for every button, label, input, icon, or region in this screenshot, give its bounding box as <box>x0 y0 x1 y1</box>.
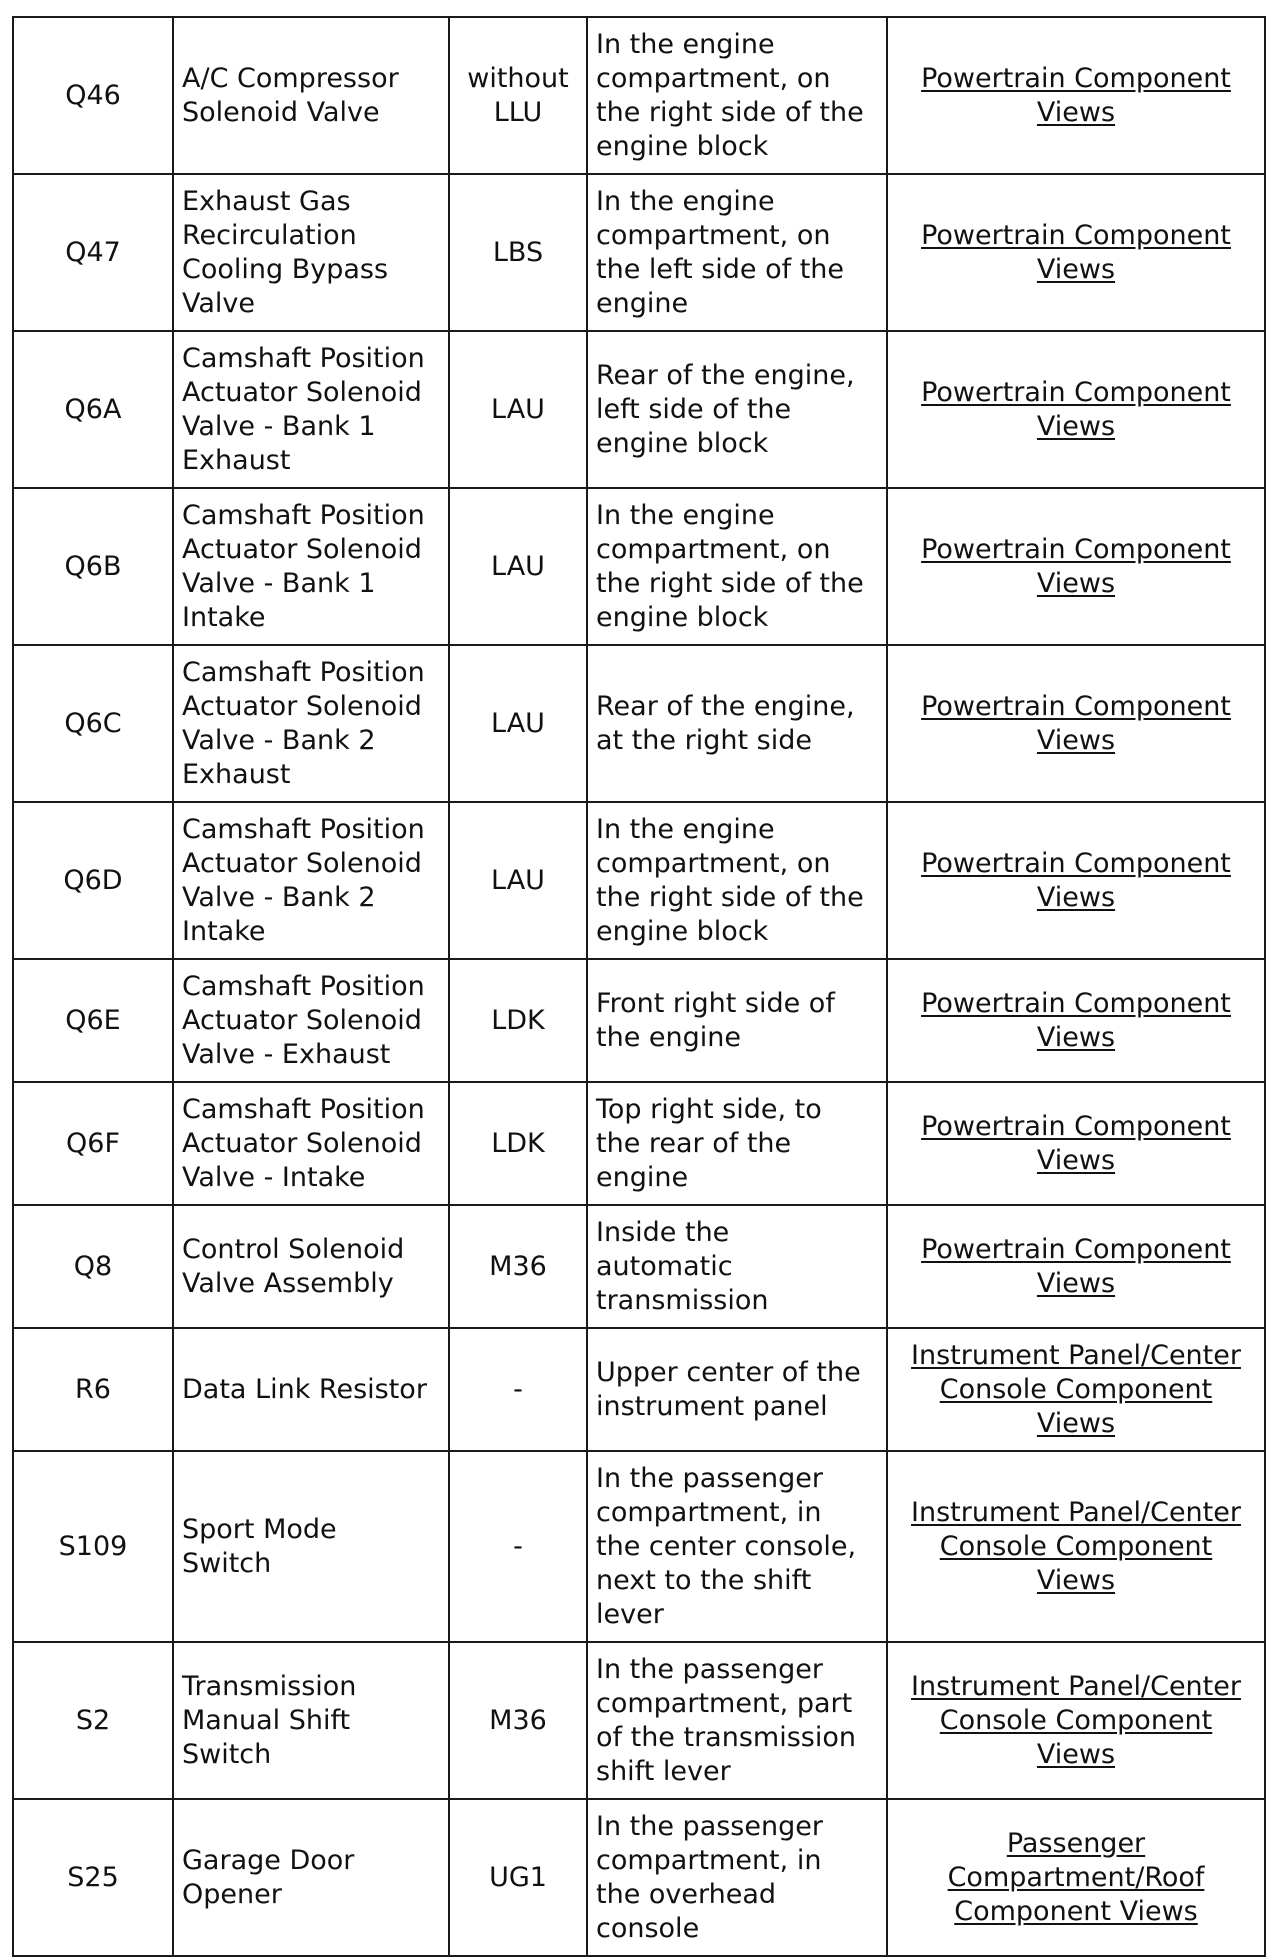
component-option: UG1 <box>449 1799 587 1956</box>
component-location: Inside the automatic transmission <box>587 1205 887 1328</box>
table-row <box>13 802 1265 959</box>
table-row <box>13 1082 1265 1205</box>
component-name: Data Link Resistor <box>173 1328 449 1451</box>
component-number: Q6D <box>13 802 173 959</box>
component-name: Camshaft Position Actuator Solenoid Valve - Intake <box>173 1082 449 1205</box>
component-name: Camshaft Position Actuator Solenoid Valve - Bank 1 Exhaust <box>173 331 449 488</box>
component-number: Q6A <box>13 331 173 488</box>
component-views-link[interactable]: Instrument Panel/Center Console Component Views <box>911 1339 1241 1439</box>
component-views-link[interactable]: Powertrain Component Views <box>921 376 1231 442</box>
component-views-link[interactable]: Passenger Compartment/Roof Component Views <box>947 1827 1205 1927</box>
component-number: Q46 <box>13 17 173 174</box>
table-row <box>13 1205 1265 1328</box>
component-name: Camshaft Position Actuator Solenoid Valve - Exhaust <box>173 959 449 1082</box>
table-row <box>13 331 1265 488</box>
table-row <box>13 1328 1265 1451</box>
component-views-cell <box>887 174 1265 331</box>
component-views-cell <box>887 17 1265 174</box>
component-number: Q8 <box>13 1205 173 1328</box>
component-locator-table <box>12 16 1266 1957</box>
component-views-cell <box>887 1205 1265 1328</box>
component-views-link[interactable]: Instrument Panel/Center Console Component Views <box>911 1670 1241 1770</box>
component-views-cell <box>887 488 1265 645</box>
component-views-link[interactable]: Instrument Panel/Center Console Component Views <box>911 1496 1241 1596</box>
component-name: Control Solenoid Valve Assembly <box>173 1205 449 1328</box>
component-location: Top right side, to the rear of the engine <box>587 1082 887 1205</box>
component-views-cell <box>887 1799 1265 1956</box>
table-row <box>13 1451 1265 1642</box>
component-number: Q47 <box>13 174 173 331</box>
component-views-link[interactable]: Powertrain Component Views <box>921 1110 1231 1176</box>
component-location: In the passenger compartment, in the center console, next to the shift lever <box>587 1451 887 1642</box>
component-location: Rear of the engine, left side of the engine block <box>587 331 887 488</box>
component-views-link[interactable]: Powertrain Component Views <box>921 62 1231 128</box>
component-location: Rear of the engine, at the right side <box>587 645 887 802</box>
component-location: Upper center of the instrument panel <box>587 1328 887 1451</box>
component-views-link[interactable]: Powertrain Component Views <box>921 847 1231 913</box>
component-option: M36 <box>449 1642 587 1799</box>
table-row <box>13 645 1265 802</box>
component-number: Q6F <box>13 1082 173 1205</box>
component-name: Garage Door Opener <box>173 1799 449 1956</box>
component-location: In the engine compartment, on the right side of the engine block <box>587 17 887 174</box>
component-location: Front right side of the engine <box>587 959 887 1082</box>
component-views-cell <box>887 645 1265 802</box>
component-option: LAU <box>449 802 587 959</box>
table-row <box>13 959 1265 1082</box>
component-views-cell <box>887 1451 1265 1642</box>
component-option: M36 <box>449 1205 587 1328</box>
component-option: - <box>449 1328 587 1451</box>
component-option: LDK <box>449 1082 587 1205</box>
component-locator-table-container <box>12 16 1266 1957</box>
component-name: Transmission Manual Shift Switch <box>173 1642 449 1799</box>
component-location: In the engine compartment, on the left side of the engine <box>587 174 887 331</box>
table-row <box>13 17 1265 174</box>
component-number: S25 <box>13 1799 173 1956</box>
component-option: LAU <box>449 331 587 488</box>
table-row <box>13 1799 1265 1956</box>
component-location: In the engine compartment, on the right side of the engine block <box>587 802 887 959</box>
component-number: Q6E <box>13 959 173 1082</box>
component-views-link[interactable]: Powertrain Component Views <box>921 1233 1231 1299</box>
component-views-link[interactable]: Powertrain Component Views <box>921 533 1231 599</box>
component-option: - <box>449 1451 587 1642</box>
component-number: S2 <box>13 1642 173 1799</box>
component-name: Camshaft Position Actuator Solenoid Valve - Bank 2 Intake <box>173 802 449 959</box>
component-number: Q6C <box>13 645 173 802</box>
component-option: LDK <box>449 959 587 1082</box>
component-name: Exhaust Gas Recirculation Cooling Bypass Valve <box>173 174 449 331</box>
component-number: S109 <box>13 1451 173 1642</box>
component-number: R6 <box>13 1328 173 1451</box>
component-location: In the passenger compartment, part of the transmission shift lever <box>587 1642 887 1799</box>
component-location: In the engine compartment, on the right side of the engine block <box>587 488 887 645</box>
component-views-link[interactable]: Powertrain Component Views <box>921 690 1231 756</box>
component-views-link[interactable]: Powertrain Component Views <box>921 219 1231 285</box>
component-views-cell <box>887 1082 1265 1205</box>
table-row <box>13 488 1265 645</box>
component-option: LAU <box>449 488 587 645</box>
component-views-cell <box>887 331 1265 488</box>
component-number: Q6B <box>13 488 173 645</box>
component-name: Camshaft Position Actuator Solenoid Valve - Bank 1 Intake <box>173 488 449 645</box>
component-name: A/C Compressor Solenoid Valve <box>173 17 449 174</box>
component-location: In the passenger compartment, in the overhead console <box>587 1799 887 1956</box>
component-views-cell <box>887 802 1265 959</box>
component-option: LAU <box>449 645 587 802</box>
component-option: LBS <box>449 174 587 331</box>
component-name: Sport Mode Switch <box>173 1451 449 1642</box>
component-views-cell <box>887 1642 1265 1799</box>
table-row <box>13 1642 1265 1799</box>
component-views-cell <box>887 1328 1265 1451</box>
component-views-cell <box>887 959 1265 1082</box>
component-views-link[interactable]: Powertrain Component Views <box>921 987 1231 1053</box>
table-row <box>13 174 1265 331</box>
component-name: Camshaft Position Actuator Solenoid Valve - Bank 2 Exhaust <box>173 645 449 802</box>
component-option: without LLU <box>449 17 587 174</box>
